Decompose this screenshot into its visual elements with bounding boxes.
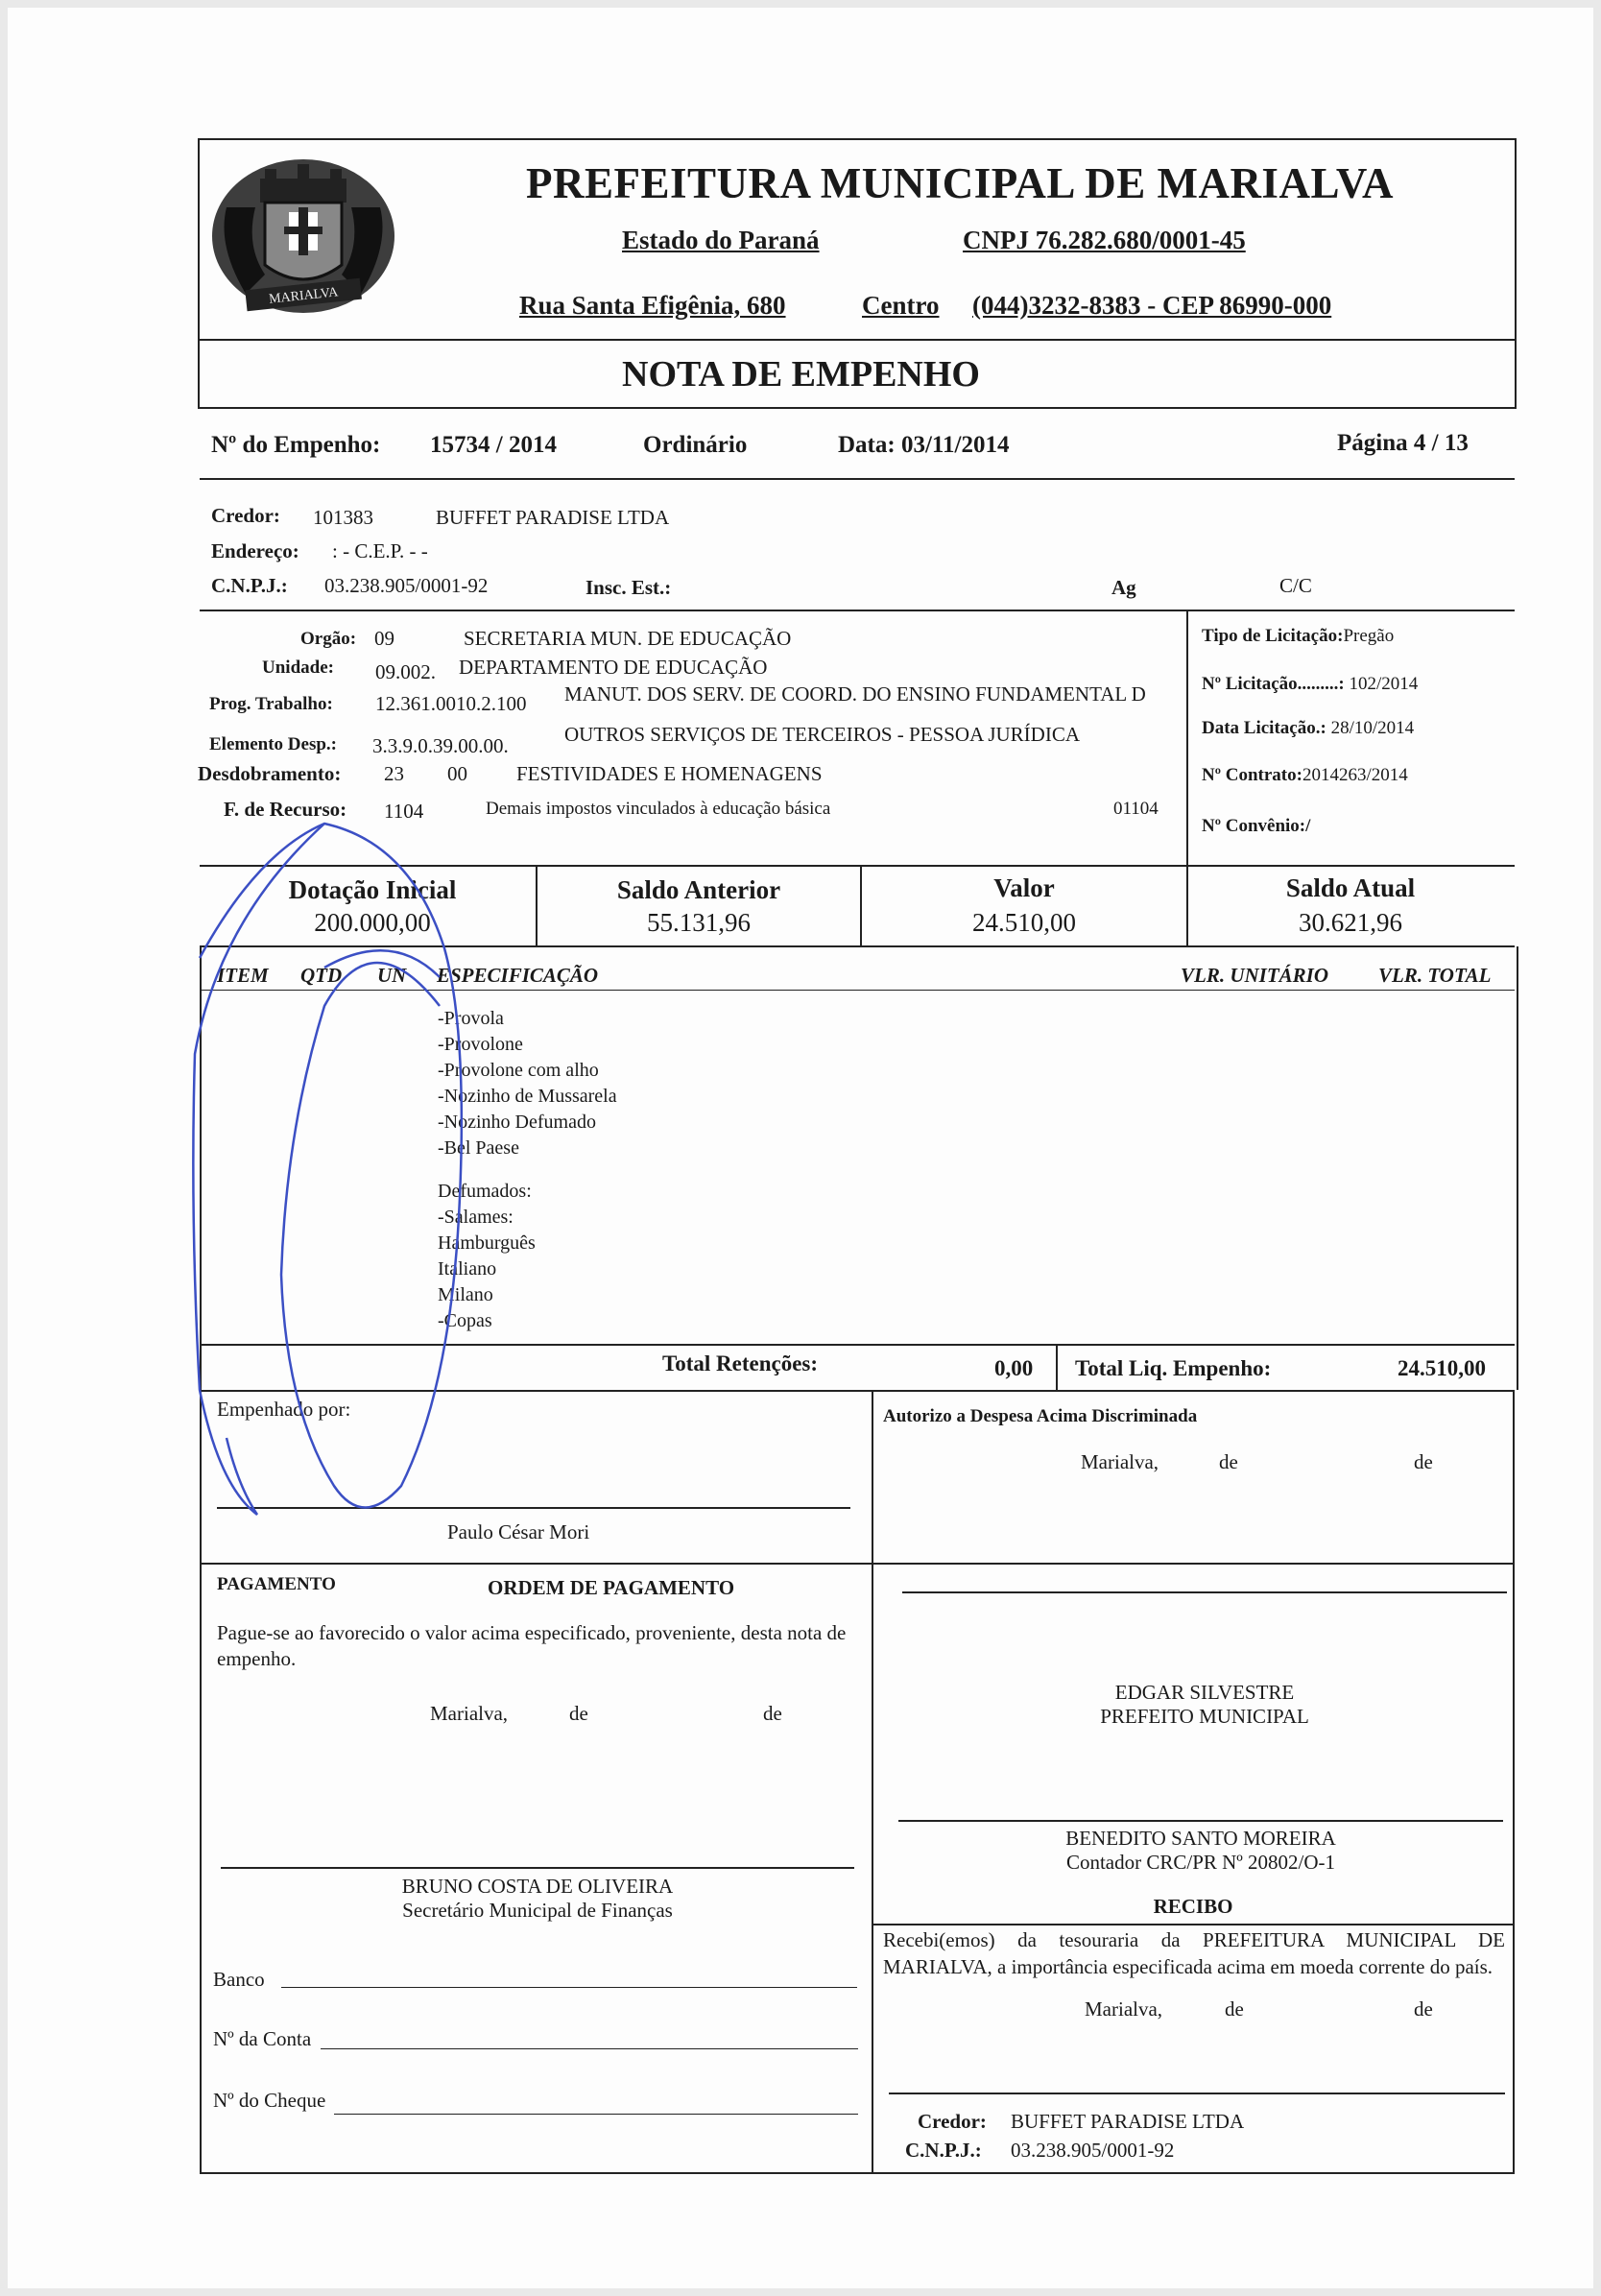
col-qtd: QTD xyxy=(300,964,343,987)
saldo-dotacao-value: 200.000,00 xyxy=(314,908,431,937)
empenhado-name: Paulo César Mori xyxy=(447,1520,590,1543)
items-table-frame xyxy=(200,946,1518,1390)
secretario-title: Secretário Municipal de Finanças xyxy=(402,1899,673,1922)
num-licitacao-value: 102/2014 xyxy=(1349,674,1419,694)
ordem-pagamento-label: ORDEM DE PAGAMENTO xyxy=(488,1576,735,1599)
spec-line: -Salames: xyxy=(438,1207,514,1228)
spec-line xyxy=(438,1161,617,1179)
pagamento-label: PAGAMENTO xyxy=(217,1574,336,1594)
pagamento-text: Pague-se ao favorecido o valor acima especificado, proveniente, desta nota de empenho. xyxy=(217,1621,847,1670)
total-liq-label: Total Liq. Empenho: xyxy=(1075,1356,1272,1380)
coat-of-arms-icon xyxy=(207,150,399,332)
spec-line: -Bel Paese xyxy=(438,1137,519,1159)
cnpj-label: C.N.P.J.: xyxy=(211,574,288,597)
secretario-name: BRUNO COSTA DE OLIVEIRA xyxy=(401,1875,674,1898)
spec-line: Italiano xyxy=(438,1258,497,1280)
total-retencoes-label: Total Retenções: xyxy=(662,1351,819,1375)
col-vlr-unitario: VLR. UNITÁRIO xyxy=(1181,964,1329,987)
valor-value: 24.510,00 xyxy=(972,908,1076,937)
pagamento-marialva: Marialva, xyxy=(430,1702,509,1725)
fonte-code: 1104 xyxy=(384,800,424,823)
data-licitacao-value: 28/10/2014 xyxy=(1330,718,1415,738)
prefeitura-centro: Centro xyxy=(862,291,940,320)
saldo-atual-label: Saldo Atual xyxy=(1285,873,1416,902)
spec-line: Hamburguês xyxy=(438,1232,536,1254)
prefeitura-address: Rua Santa Efigênia, 680 xyxy=(519,291,786,320)
desdobramento-code: 23 xyxy=(384,762,404,785)
spec-line: -Provola xyxy=(438,1008,504,1029)
credor-cnpj: 03.238.905/0001-92 xyxy=(324,574,489,597)
banco-label: Banco xyxy=(213,1968,265,1991)
recibo-cnpj: 03.238.905/0001-92 xyxy=(1011,2139,1175,2162)
state-name: Estado do Paraná xyxy=(622,226,820,254)
orgao-label: Orgão: xyxy=(300,629,357,649)
empenho-type: Ordinário xyxy=(643,432,748,458)
prefeitura-title: PREFEITURA MUNICIPAL DE MARIALVA xyxy=(526,159,1395,207)
num-licitacao-label: Nº Licitação.........: xyxy=(1202,674,1345,694)
prefeito-name: EDGAR SILVESTRE xyxy=(1114,1681,1295,1704)
desdobramento-label: Desdobramento: xyxy=(198,762,342,785)
elemento-label: Elemento Desp.: xyxy=(209,734,337,754)
empenho-label: Nº do Empenho: xyxy=(211,432,381,458)
prog-name: MANUT. DOS SERV. DE COORD. DO ENSINO FUNDAMENTAL D xyxy=(564,682,1146,706)
recibo-cnpj-label: C.N.P.J.: xyxy=(905,2139,982,2162)
prefeitura-cnpj: CNPJ 76.282.680/0001-45 xyxy=(963,226,1246,254)
cc-label: C/C xyxy=(1279,574,1312,597)
credor-name: BUFFET PARADISE LTDA xyxy=(436,506,670,529)
orgao-name: SECRETARIA MUN. DE EDUCAÇÃO xyxy=(464,627,792,650)
spec-line: -Provolone com alho xyxy=(438,1060,599,1081)
total-liq-value: 24.510,00 xyxy=(1398,1356,1486,1380)
pagamento-de-1: de xyxy=(569,1702,588,1725)
recibo-marialva: Marialva, xyxy=(1085,1997,1163,2021)
prog-label: Prog. Trabalho: xyxy=(209,694,333,714)
empenho-date: Data: 03/11/2014 xyxy=(838,432,1010,458)
saldo-anterior-label: Saldo Anterior xyxy=(616,875,781,904)
cheque-label: Nº do Cheque xyxy=(213,2089,326,2112)
recibo-text: Recebi(emos) da tesouraria da PREFEITURA MUNICIPAL DE MARIALVA, a importância especificada acima em moeda corrente do país. xyxy=(883,1928,1505,1978)
empenhado-label: Empenhado por: xyxy=(217,1398,351,1421)
desdobramento-sub: 00 xyxy=(447,762,467,785)
unidade-label: Unidade: xyxy=(262,658,334,678)
unidade-name: DEPARTAMENTO DE EDUCAÇÃO xyxy=(459,656,768,679)
contador-name: BENEDITO SANTO MOREIRA xyxy=(1065,1827,1336,1850)
convenio-label: Nº Convênio:/ xyxy=(1202,816,1311,836)
spec-line: -Nozinho de Mussarela xyxy=(438,1086,617,1107)
document-page xyxy=(8,8,1593,2288)
spec-line: Milano xyxy=(438,1284,493,1305)
unidade-code: 09.002. xyxy=(375,660,436,683)
col-item: ITEM xyxy=(217,964,269,987)
contrato-label: Nº Contrato: xyxy=(1202,765,1302,785)
conta-label: Nº da Conta xyxy=(213,2027,312,2050)
recibo-credor-name: BUFFET PARADISE LTDA xyxy=(1011,2110,1245,2133)
fonte-code-2: 01104 xyxy=(1113,799,1159,819)
insc-label: Insc. Est.: xyxy=(585,576,672,599)
autorizo-de-1: de xyxy=(1219,1450,1238,1473)
desdobramento-name: FESTIVIDADES E HOMENAGENS xyxy=(516,762,823,785)
credor-label: Credor: xyxy=(211,504,280,527)
autorizo-marialva: Marialva, xyxy=(1081,1450,1159,1473)
col-un: UN xyxy=(377,964,407,987)
prog-code: 12.361.0010.2.100 xyxy=(375,692,527,715)
orgao-code: 09 xyxy=(374,627,394,650)
spec-line: -Nozinho Defumado xyxy=(438,1112,596,1133)
pagamento-de-2: de xyxy=(763,1702,782,1725)
recibo-de-1: de xyxy=(1225,1997,1244,2021)
recibo-de-2: de xyxy=(1414,1997,1433,2021)
saldo-dotacao-label: Dotação Inicial xyxy=(288,875,457,904)
saldo-anterior-value: 55.131,96 xyxy=(647,908,751,937)
prefeitura-phone-cep: (044)3232-8383 - CEP 86990-000 xyxy=(972,291,1332,320)
endereco-value: : - C.E.P. - - xyxy=(332,539,428,562)
valor-label: Valor xyxy=(993,873,1055,902)
spec-line: -Provolone xyxy=(438,1034,523,1055)
spec-line: -Copas xyxy=(438,1310,492,1331)
contrato-value: 2014263/2014 xyxy=(1302,765,1408,785)
specification-list xyxy=(438,1006,617,1334)
tipo-licitacao-value: Pregão xyxy=(1343,626,1395,646)
autorizo-text: Autorizo a Despesa Acima Discriminada xyxy=(883,1406,1198,1426)
prefeito-title: PREFEITO MUNICIPAL xyxy=(1100,1705,1309,1728)
autorizo-de-2: de xyxy=(1414,1450,1433,1473)
tipo-licitacao-label: Tipo de Licitação: xyxy=(1202,626,1344,646)
elemento-code: 3.3.9.0.39.00.00. xyxy=(372,734,509,757)
page-number: Página 4 / 13 xyxy=(1337,430,1469,456)
total-retencoes-value: 0,00 xyxy=(994,1356,1034,1380)
credor-code: 101383 xyxy=(313,506,373,529)
col-especificacao: ESPECIFICAÇÃO xyxy=(437,964,599,987)
ag-label: Ag xyxy=(1111,576,1136,599)
data-licitacao-label: Data Licitação.: xyxy=(1202,718,1326,738)
elemento-name: OUTROS SERVIÇOS DE TERCEIROS - PESSOA JURÍDICA xyxy=(564,723,1081,746)
recibo-credor-label: Credor: xyxy=(918,2110,987,2133)
col-vlr-total: VLR. TOTAL xyxy=(1378,964,1492,987)
saldo-atual-value: 30.621,96 xyxy=(1299,908,1402,937)
fonte-label: F. de Recurso: xyxy=(224,798,347,821)
document-title: NOTA DE EMPENHO xyxy=(622,354,980,395)
svg-text:MARIALVA: MARIALVA xyxy=(268,285,340,307)
recibo-title: RECIBO xyxy=(1153,1895,1233,1918)
contador-title: Contador CRC/PR Nº 20802/O-1 xyxy=(1065,1851,1336,1874)
fonte-name: Demais impostos vinculados à educação básica xyxy=(486,799,831,819)
spec-line: Defumados: xyxy=(438,1181,532,1202)
empenho-number: 15734 / 2014 xyxy=(430,432,557,458)
endereco-label: Endereço: xyxy=(211,539,299,562)
